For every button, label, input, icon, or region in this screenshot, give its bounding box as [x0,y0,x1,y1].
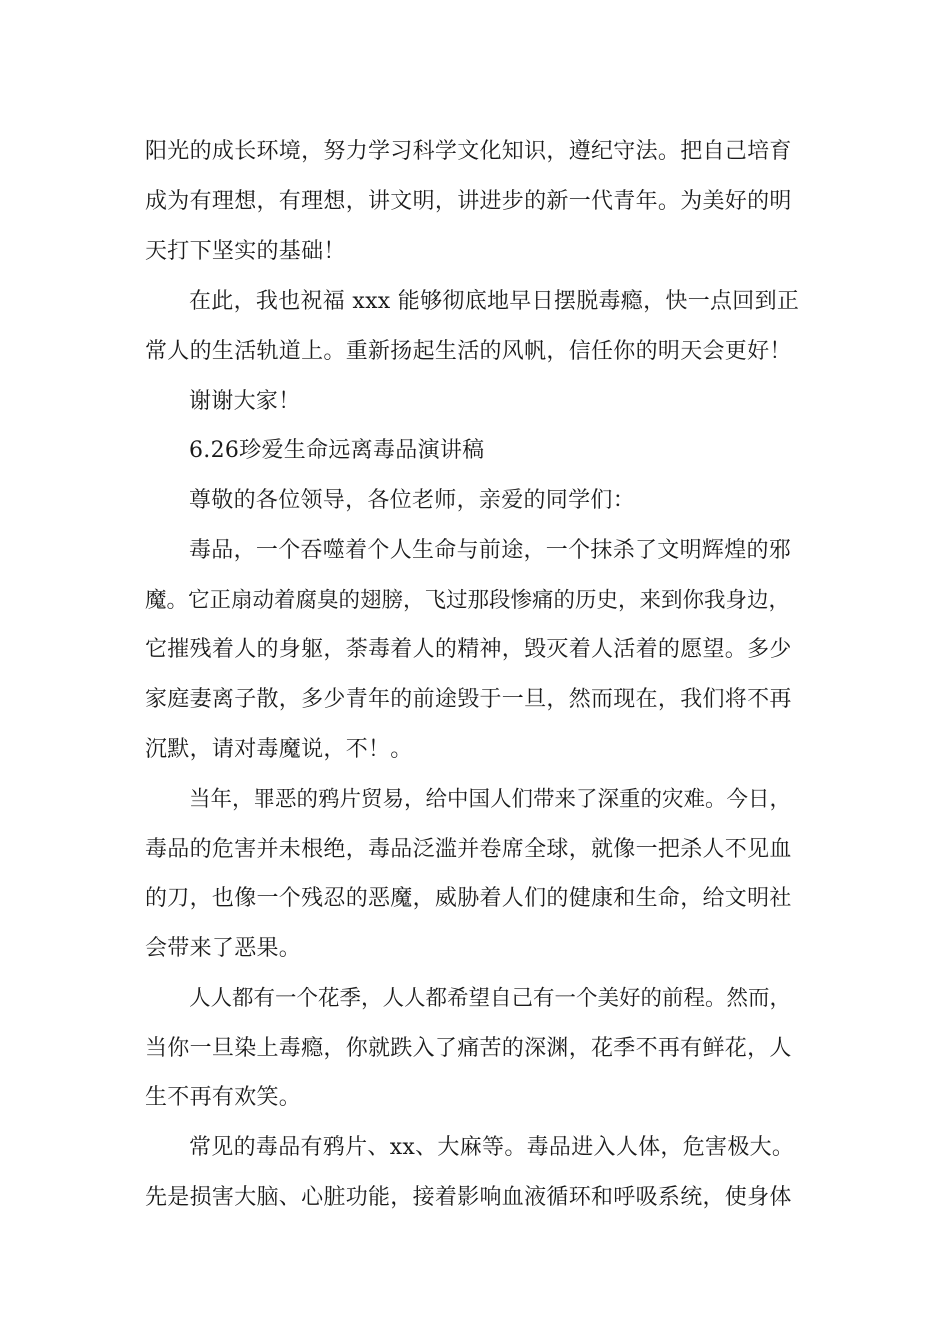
salutation: 尊敬的各位领导，各位老师，亲爱的同学们： [189,488,636,513]
text-line: 沉默，请对毒魔说，不！。 [145,737,413,762]
text-line: 会带来了恶果。 [145,936,302,961]
text-line: 阳光的成长环境，努力学习科学文化知识，遵纪守法。把自己培育 [145,139,792,164]
text-line: 当你一旦染上毒瘾，你就跌入了痛苦的深渊，花季不再有鲜花，人 [145,1036,792,1061]
paragraph-first-line: 人人都有一个花季，人人都希望自己有一个美好的前程。然而， [189,986,792,1011]
paragraph-first-line: 毒品，一个吞噬着个人生命与前途，一个抹杀了文明辉煌的邪 [189,538,792,563]
text-line: 常人的生活轨道上。重新扬起生活的风帆，信任你的明天会更好！ [145,339,792,364]
paragraph-first-line: 谢谢大家！ [189,389,301,414]
text-line: 生不再有欢笑。 [145,1085,302,1110]
speech-title: 6.26珍爱生命远离毒品演讲稿 [189,438,485,463]
text-line: 魔。它正扇动着腐臭的翅膀，飞过那段惨痛的历史，来到你我身边， [145,588,791,613]
text-line: 成为有理想，有理想，讲文明，讲进步的新一代青年。为美好的明 [145,189,792,214]
text-line: 它摧残着人的身躯，荼毒着人的精神，毁灭着人活着的愿望。多少 [145,637,792,662]
text-line: 毒品的危害并未根绝，毒品泛滥并卷席全球，就像一把杀人不见血 [145,837,792,862]
text-line: 天打下坚实的基础！ [145,239,346,264]
text-line: 家庭妻离子散，多少青年的前途毁于一旦，然而现在，我们将不再 [145,687,792,712]
paragraph-first-line: 在此，我也祝福 xxx 能够彻底地早日摆脱毒瘾，快一点回到正 [189,289,800,314]
paragraph-first-line: 常见的毒品有鸦片、xx、大麻等。毒品进入人体，危害极大。 [189,1135,795,1160]
text-line: 先是损害大脑、心脏功能，接着影响血液循环和呼吸系统，使身体 [145,1185,792,1210]
text-line: 的刀，也像一个残忍的恶魔，威胁着人们的健康和生命，给文明社 [145,886,792,911]
paragraph-first-line: 当年，罪恶的鸦片贸易，给中国人们带来了深重的灾难。今日， [189,787,792,812]
